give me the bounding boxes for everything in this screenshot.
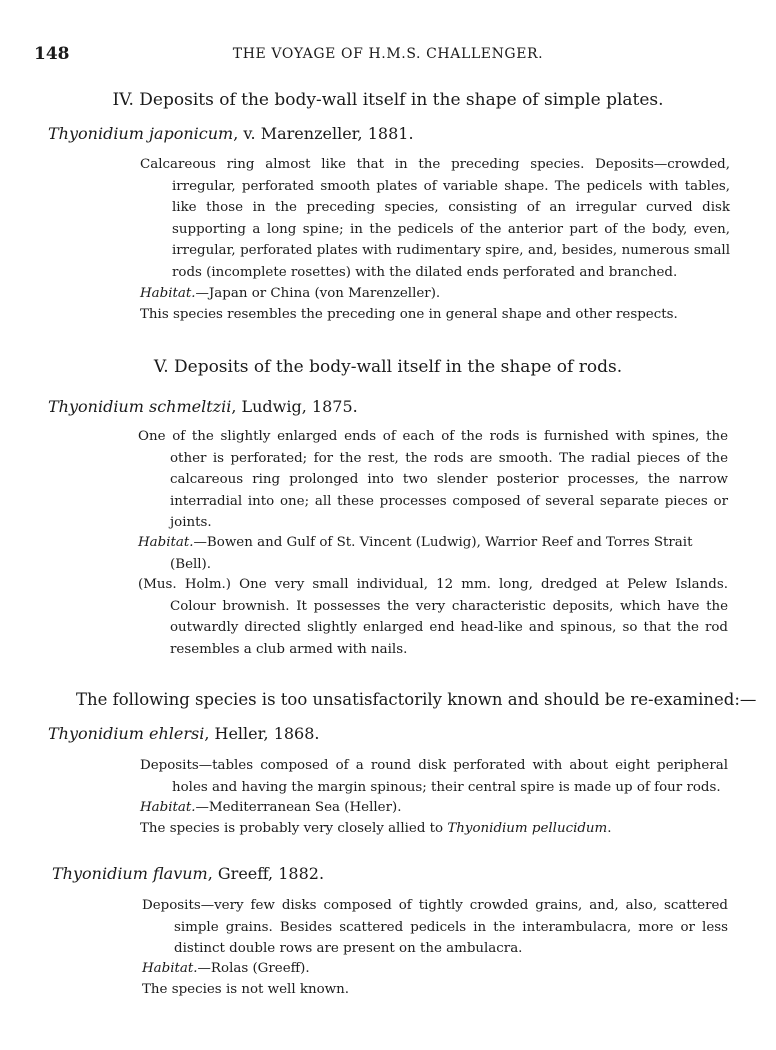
running-title: THE VOYAGE OF H.M.S. CHALLENGER.: [232, 46, 544, 62]
note-species: Thyonidium pellucidum: [447, 821, 608, 836]
habitat-label: Habitat.: [142, 961, 198, 976]
ehlersi-note: [140, 818, 728, 840]
habitat-label: Habitat.: [140, 286, 196, 301]
note-suffix: .: [607, 821, 612, 836]
flavum-description: Deposits—very few disks composed of tightly crowded grains, and, also, scattered simple grains. Besides scattered pedicels in the interambulacra, more or less distinct double rows are present on the ambulacra.: [142, 898, 728, 956]
ehlersi-description: Deposits—tables composed of a round disk perforated with about eight peripheral holes and having the margin spinous; their central spire is made up of four rods.: [140, 758, 728, 795]
species-authority: , Heller, 1868.: [204, 724, 320, 743]
species-authority: , Greeff, 1882.: [207, 864, 325, 883]
flavum-note: The species is not well known.: [142, 982, 350, 997]
habitat-label: Habitat.: [138, 535, 194, 550]
schmeltzii-habitat: [138, 532, 728, 575]
species-name: Thyonidium flavum: [52, 864, 208, 883]
species-name: Thyonidium schmeltzii: [48, 397, 232, 416]
schmeltzii-description: One of the slightly enlarged ends of each of the rods is furnished with spines, the other is perforated; for the rest, the rods are smooth. The radial pieces of the calcareous ring prolonged into two slender posterior processes, the narrow interradial into one; all these processes composed of several separate pieces or joints.: [138, 429, 728, 530]
habitat-text: —Bowen and Gulf of St. Vincent (Ludwig), Warrior Reef and Torres Strait (Bell).: [170, 535, 693, 572]
note-prefix: The species is probably very closely allied to: [140, 821, 448, 836]
section-iv-heading: IV. Deposits of the body-wall itself in the shape of simple plates.: [112, 90, 664, 110]
species-authority: , v. Marenzeller, 1881.: [233, 124, 414, 143]
japonicum-note: This species resembles the preceding one in general shape and other respects.: [140, 307, 678, 322]
species-authority: , Ludwig, 1875.: [231, 397, 358, 416]
ehlersi-habitat: [140, 797, 728, 819]
japonicum-habitat: [140, 283, 730, 305]
section-v-heading: V. Deposits of the body-wall itself in the shape of rods.: [153, 357, 623, 377]
unsatisfactory-heading: The following species is too unsatisfactorily known and should be re-examined:—: [76, 690, 757, 709]
habitat-text: —Rolas (Greeff).: [197, 961, 310, 976]
habitat-label: Habitat.: [140, 800, 196, 815]
species-japonicum-title: [48, 124, 414, 143]
habitat-text: —Japan or China (von Marenzeller).: [195, 286, 441, 301]
japonicum-description: Calcareous ring almost like that in the preceding species. Deposits—crowded, irregular, perforated smooth plates of variable shape. The pedicels with tables, like those in the preceding species, consisting of an irregular curved disk supporting a long spine; in the pedicels of the anterior part of the body, even, irregular, perforated plates with rudimentary spire, and, besides, numerous small rods (incomplete rosettes) with the dilated ends perforated and branched.: [140, 157, 730, 280]
species-ehlersi-title: [48, 724, 320, 743]
species-name: Thyonidium ehlersi: [48, 724, 205, 743]
schmeltzii-specimen: (Mus. Holm.) One very small individual, 12 mm. long, dredged at Pelew Islands. Colour brownish. It possesses the very characteristic deposits, which have the outwardly directed slightly enlarged end head-like and spinous, so that the rod resembles a club armed with nails.: [138, 577, 728, 657]
species-name: Thyonidium japonicum: [48, 124, 234, 143]
flavum-habitat: [142, 958, 728, 980]
page-number: 148: [34, 44, 70, 64]
species-flavum-title: [52, 864, 324, 883]
species-schmeltzii-title: [48, 397, 358, 416]
habitat-text: —Mediterranean Sea (Heller).: [195, 800, 402, 815]
